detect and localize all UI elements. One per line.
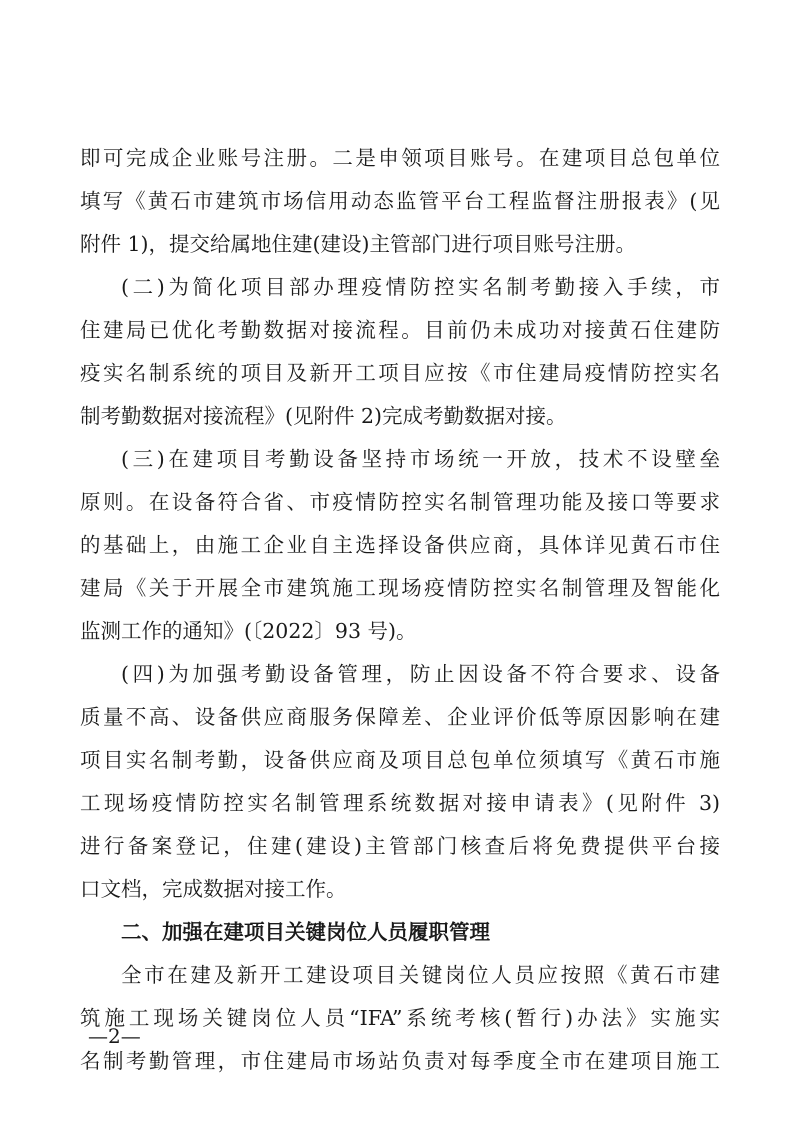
paragraph-line: 项目实名制考勤，设备供应商及项目总包单位须填写《黄石市施 <box>80 748 720 772</box>
paragraph-line: 的基础上，由施工企业自主选择设备供应商，具体详见黄石市住 <box>80 533 720 557</box>
section-heading: 二、加强在建项目关键岗位人员履职管理 <box>121 920 490 944</box>
paragraph-line: 监测工作的通知》(〔2022〕93 号)。 <box>80 619 417 643</box>
paragraph-line: (二)为简化项目部办理疫情防控实名制考勤接入手续，市 <box>121 275 720 299</box>
paragraph-line: 附件 1)，提交给属地住建(建设)主管部门进行项目账号注册。 <box>80 232 637 256</box>
paragraph-line: 工现场疫情防控实名制管理系统数据对接申请表》(见附件 3) <box>80 791 720 815</box>
paragraph-line: 质量不高、设备供应商服务保障差、企业评价低等原因影响在建 <box>80 705 720 729</box>
paragraph-line: 原则。在设备符合省、市疫情防控实名制管理功能及接口等要求 <box>80 490 720 514</box>
paragraph-line: 即可完成企业账号注册。二是申领项目账号。在建项目总包单位 <box>80 146 720 170</box>
paragraph-line: 填写《黄石市建筑市场信用动态监管平台工程监督注册报表》(见 <box>80 189 720 213</box>
paragraph-line: 全市在建及新开工建设项目关键岗位人员应按照《黄石市建 <box>121 963 720 987</box>
paragraph-line: 名制考勤管理，市住建局市场站负责对每季度全市在建项目施工 <box>80 1049 720 1073</box>
document-body <box>80 137 720 1083</box>
paragraph-line: 筑施工现场关键岗位人员“IFA”系统考核(暂行)办法》实施实 <box>80 1006 720 1030</box>
paragraph-line: 口文档，完成数据对接工作。 <box>80 877 347 901</box>
paragraph-line: (四)为加强考勤设备管理，防止因设备不符合要求、设备 <box>121 662 720 686</box>
paragraph-line: 进行备案登记，住建(建设)主管部门核查后将免费提供平台接 <box>80 834 720 858</box>
paragraph-line: (三)在建项目考勤设备坚持市场统一开放，技术不设壁垒 <box>121 447 720 471</box>
paragraph-line: 制考勤数据对接流程》(见附件 2)完成考勤数据对接。 <box>80 404 567 428</box>
paragraph-line: 建局《关于开展全市建筑施工现场疫情防控实名制管理及智能化 <box>80 576 720 600</box>
paragraph-line: 住建局已优化考勤数据对接流程。目前仍未成功对接黄石住建防 <box>80 318 720 342</box>
page-number: —2— <box>88 1024 141 1048</box>
paragraph-line: 疫实名制系统的项目及新开工项目应按《市住建局疫情防控实名 <box>80 361 720 385</box>
